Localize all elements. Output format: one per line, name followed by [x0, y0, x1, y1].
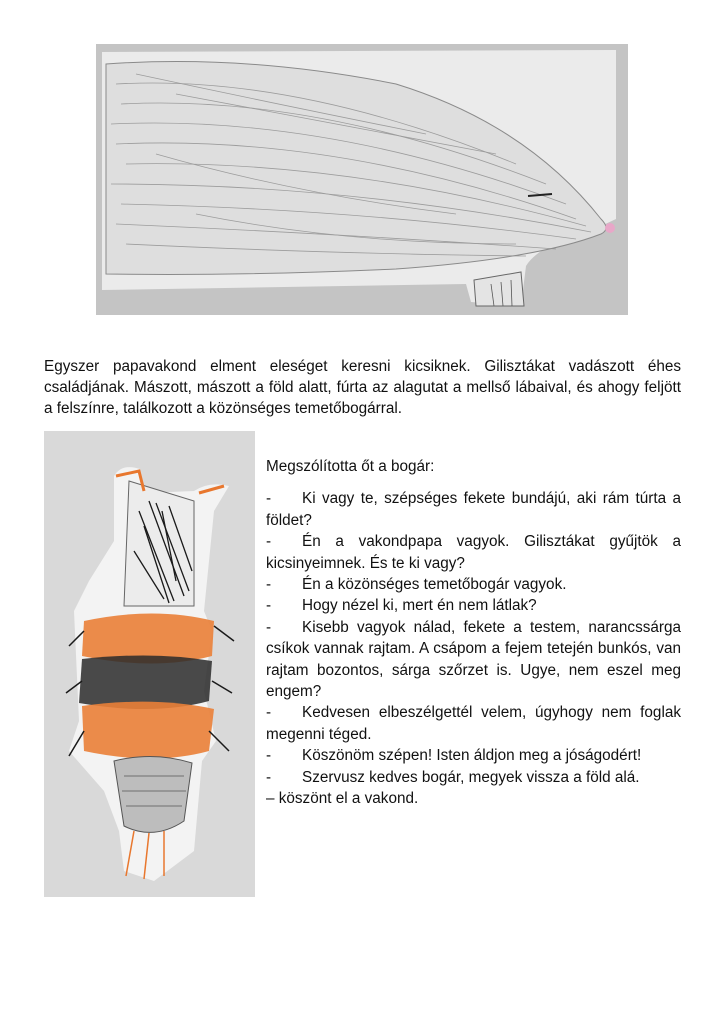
nose-mark	[605, 223, 615, 233]
mole-drawing	[96, 44, 628, 315]
dialog-line: - Kisebb vagyok nálad, fekete a testem, narancssárga csíkok vannak rajtam. A csápom a fejem tetején bunkós, van rajtam bozontos, sárga szőrzet is. Ugye, nem eszel meg engem?	[266, 618, 681, 701]
dialog-line: - Kedvesen elbeszélgettél velem, úgyhogy nem foglak megenni téged.	[266, 704, 681, 743]
dialog-line: - Én a közönséges temetőbogár vagyok.	[266, 576, 567, 594]
dialog-intro: Megszólította őt a bogár:	[266, 458, 435, 475]
orange-stripe	[82, 702, 214, 759]
dialog-line: - Köszönöm szépen! Isten áldjon meg a jóságodért!	[266, 747, 642, 765]
dialog-line: - Én a vakondpapa vagyok. Gilisztákat gyűjtök a kicsinyeimnek. És te ki vagy?	[266, 533, 681, 572]
dialog-line: - Ki vagy te, szépséges fekete bundájú, aki rám túrta a földet?	[266, 490, 681, 529]
intro-paragraph: Egyszer papavakond elment eleséget keresni kicsiknek. Gilisztákat vadászott éhes családjának. Mászott, mászott a föld alatt, fúrta az alagutat a mellső lábaival, és ahogy feljött a felszínre, találkozott a közönséges temetőbogárral.	[44, 358, 681, 417]
dialog-closing: – köszönt el a vakond.	[266, 790, 419, 808]
beetle-drawing-photo	[44, 431, 255, 897]
dialog-section	[266, 456, 681, 810]
dialog-line: - Hogy nézel ki, mert én nem látlak?	[266, 597, 537, 615]
mole-drawing-photo	[96, 44, 628, 315]
dialog-line: - Szervusz kedves bogár, megyek vissza a föld alá.	[266, 768, 640, 786]
beetle-drawing	[44, 431, 255, 897]
black-stripe	[79, 655, 212, 709]
dialog-lines	[266, 488, 681, 788]
